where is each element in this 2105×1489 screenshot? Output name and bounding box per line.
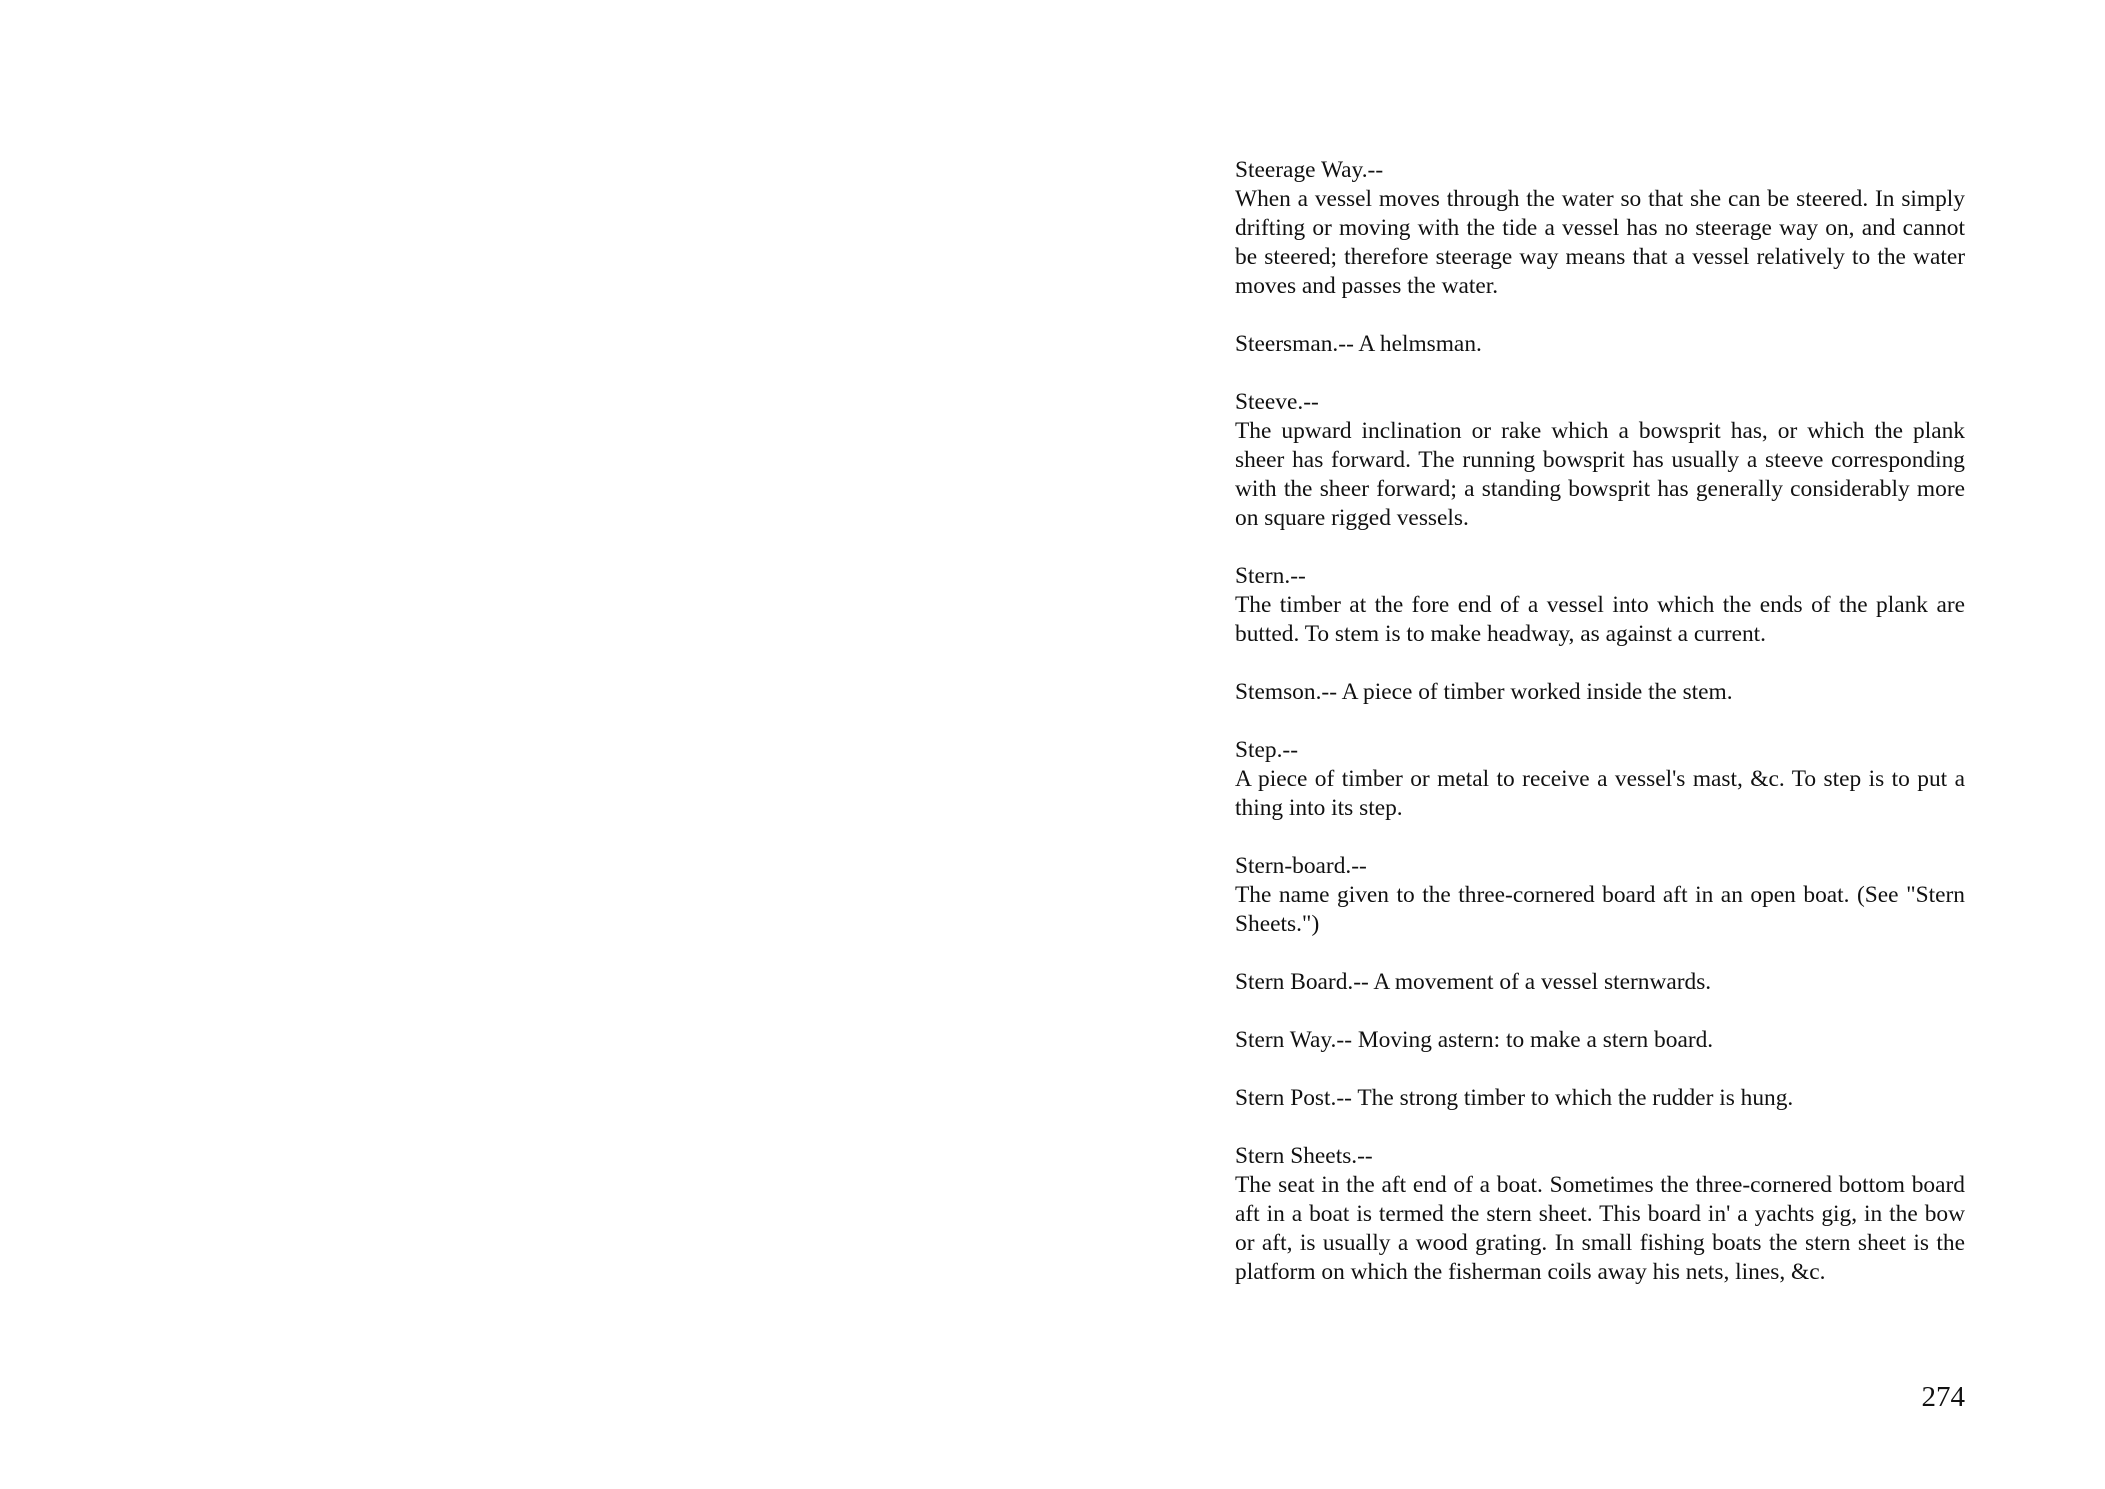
- entry-term: Steerage Way.--: [1235, 157, 1384, 183]
- entry-definition: The strong timber to which the rudder is hung.: [1357, 1085, 1794, 1111]
- entry-definition: A helmsman.: [1358, 331, 1482, 357]
- entry-term: Stern Post.--: [1235, 1085, 1358, 1111]
- glossary-entry-steersman: [1235, 330, 1965, 359]
- entry-term: Stern Board.--: [1235, 969, 1374, 995]
- entry-term: Steersman.--: [1235, 331, 1359, 357]
- entry-term: Stemson.--: [1235, 679, 1342, 705]
- entry-definition: A movement of a vessel sternwards.: [1373, 969, 1712, 995]
- entry-term: Stern.--: [1235, 563, 1306, 589]
- entry-definition: A piece of timber worked inside the stem.: [1341, 679, 1733, 705]
- glossary-entry-steeve: [1235, 388, 1965, 533]
- glossary-entry-stern-way: [1235, 1026, 1965, 1055]
- entry-definition: The upward inclination or rake which a bowsprit has, or which the plank sheer has forward. The running bowsprit has usually a steeve corresponding with the sheer forward; a standing bowsprit has generally considerably more on square rigged vessels.: [1235, 418, 1965, 531]
- entry-definition: The name given to the three-cornered board aft in an open boat. (See "Stern Sheets."): [1235, 882, 1965, 937]
- glossary-entry-step: [1235, 736, 1965, 823]
- entry-definition: The timber at the fore end of a vessel into which the ends of the plank are butted. To stem is to make headway, as against a current.: [1235, 592, 1965, 647]
- page-number: 274: [1921, 1381, 1965, 1413]
- glossary-entry-stern: [1235, 562, 1965, 649]
- entry-definition: Moving astern: to make a stern board.: [1357, 1027, 1714, 1053]
- entry-term: Stern-board.--: [1235, 853, 1367, 879]
- entry-definition: When a vessel moves through the water so that she can be steered. In simply drifting or moving with the tide a vessel has no steerage way on, and cannot be steered; therefore steerage way means that a vessel relatively to the water moves and passes the water.: [1235, 186, 1965, 299]
- glossary-entry-stern-board: [1235, 968, 1965, 997]
- glossary-entry-stern-sheets: [1235, 1142, 1965, 1287]
- glossary-text-column: [1235, 156, 1965, 1316]
- entry-term: Stern Sheets.--: [1235, 1143, 1373, 1169]
- entry-definition: The seat in the aft end of a boat. Sometimes the three-cornered bottom board aft in a boat is termed the stern sheet. This board in' a yachts gig, in the bow or aft, is usually a wood grating. In small fishing boats the stern sheet is the platform on which the fisherman coils away his nets, lines, &c.: [1235, 1172, 1965, 1285]
- left-blank-page: [0, 0, 1052, 1489]
- glossary-entry-steerage-way: [1235, 156, 1965, 301]
- entry-term: Steeve.--: [1235, 389, 1319, 415]
- entry-term: Step.--: [1235, 737, 1299, 763]
- entry-term: Stern Way.--: [1235, 1027, 1358, 1053]
- glossary-entry-stemson: [1235, 678, 1965, 707]
- glossary-entry-stern-board-hyphenated: [1235, 852, 1965, 939]
- glossary-entry-stern-post: [1235, 1084, 1965, 1113]
- entry-definition: A piece of timber or metal to receive a vessel's mast, &c. To step is to put a thing into its step.: [1235, 766, 1965, 821]
